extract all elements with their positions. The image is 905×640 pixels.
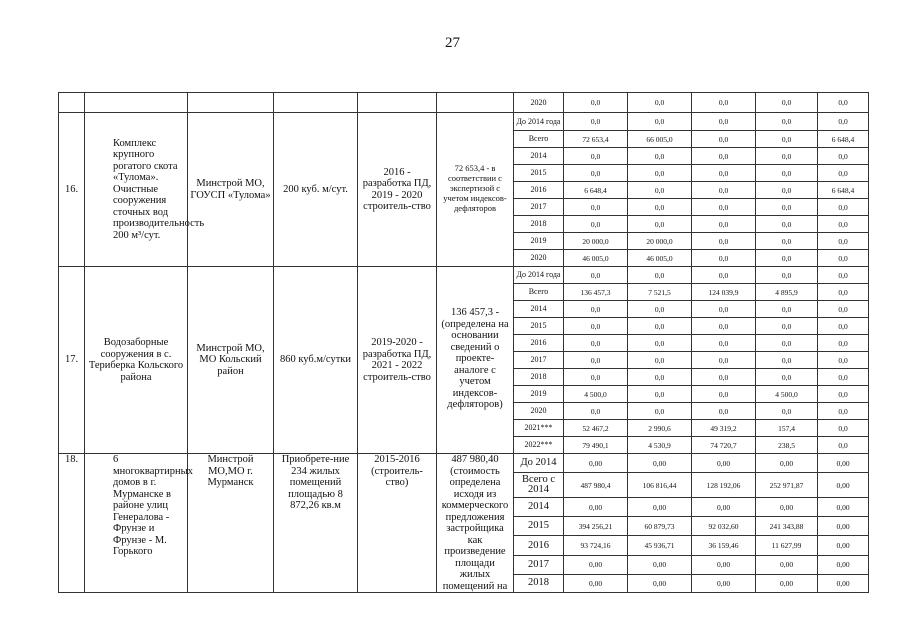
period: 2019-2020 - разработка ПД, 2021 - 2022 строитель-ство bbox=[358, 267, 437, 454]
value-cell: 157,4 bbox=[756, 420, 818, 437]
value-cell: 0,0 bbox=[818, 148, 869, 165]
value-cell: 0,00 bbox=[756, 454, 818, 473]
value-cell: 0,00 bbox=[692, 454, 756, 473]
value-cell: 46 005,0 bbox=[564, 250, 628, 267]
table-row bbox=[59, 93, 869, 113]
object-name bbox=[85, 93, 188, 113]
value-cell: 0,0 bbox=[818, 352, 869, 369]
value-cell: 0,0 bbox=[818, 403, 869, 420]
table-row bbox=[59, 113, 869, 131]
value-cell: 0,0 bbox=[818, 233, 869, 250]
year-cell: До 2014 bbox=[514, 454, 564, 473]
value-cell: 0,0 bbox=[756, 131, 818, 148]
value-cell: 0,0 bbox=[692, 165, 756, 182]
cost-estimate bbox=[437, 93, 514, 113]
value-cell: 0,0 bbox=[564, 369, 628, 386]
value-cell: 0,0 bbox=[628, 318, 692, 335]
cost-estimate: 487 980,40 (стоимость определена исходя из коммерческого предложения застройщика как произведение площади жилых помещений на bbox=[437, 454, 514, 593]
year-cell: 2014 bbox=[514, 148, 564, 165]
table-body bbox=[59, 93, 869, 593]
year-cell: 2015 bbox=[514, 318, 564, 335]
year-cell: Всего bbox=[514, 284, 564, 301]
year-cell: 2019 bbox=[514, 233, 564, 250]
value-cell: 93 724,16 bbox=[564, 536, 628, 555]
capacity: 200 куб. м/сут. bbox=[274, 113, 358, 267]
year-cell: 2016 bbox=[514, 182, 564, 199]
value-cell: 0,0 bbox=[818, 301, 869, 318]
value-cell: 0,0 bbox=[564, 318, 628, 335]
value-cell: 66 005,0 bbox=[628, 131, 692, 148]
value-cell: 0,0 bbox=[818, 250, 869, 267]
year-cell: 2016 bbox=[514, 335, 564, 352]
value-cell: 4 530,9 bbox=[628, 437, 692, 454]
value-cell: 0,0 bbox=[756, 369, 818, 386]
value-cell: 0,0 bbox=[692, 250, 756, 267]
value-cell: 52 467,2 bbox=[564, 420, 628, 437]
value-cell: 0,0 bbox=[692, 216, 756, 233]
value-cell: 0,0 bbox=[756, 318, 818, 335]
investment-table bbox=[58, 92, 869, 593]
year-cell: 2018 bbox=[514, 369, 564, 386]
capacity bbox=[274, 93, 358, 113]
value-cell: 0,0 bbox=[818, 93, 869, 113]
item-number bbox=[59, 93, 85, 113]
value-cell: 0,0 bbox=[564, 113, 628, 131]
year-cell: 2019 bbox=[514, 386, 564, 403]
value-cell: 0,0 bbox=[692, 148, 756, 165]
value-cell: 0,00 bbox=[628, 498, 692, 517]
year-cell: 2015 bbox=[514, 165, 564, 182]
value-cell: 0,0 bbox=[628, 403, 692, 420]
value-cell: 0,0 bbox=[564, 216, 628, 233]
year-cell: До 2014 года bbox=[514, 267, 564, 284]
value-cell: 0,0 bbox=[628, 335, 692, 352]
value-cell: 0,00 bbox=[692, 574, 756, 592]
value-cell: 0,0 bbox=[692, 113, 756, 131]
value-cell: 92 032,60 bbox=[692, 517, 756, 536]
value-cell: 0,0 bbox=[818, 369, 869, 386]
value-cell: 0,0 bbox=[818, 335, 869, 352]
year-cell: 2014 bbox=[514, 498, 564, 517]
value-cell: 0,0 bbox=[818, 284, 869, 301]
object-name: Комплекс крупного рогатого скота «Тулома». Очистные сооружения сточных вод производительность 200 м³/сут. bbox=[85, 113, 188, 267]
value-cell: 0,0 bbox=[564, 301, 628, 318]
value-cell: 0,0 bbox=[818, 437, 869, 454]
value-cell: 0,0 bbox=[692, 267, 756, 284]
value-cell: 0,0 bbox=[818, 199, 869, 216]
value-cell: 128 192,06 bbox=[692, 473, 756, 498]
value-cell: 0,0 bbox=[628, 182, 692, 199]
table-row bbox=[59, 454, 869, 473]
value-cell: 0,0 bbox=[564, 267, 628, 284]
value-cell: 0,00 bbox=[818, 498, 869, 517]
value-cell: 36 159,46 bbox=[692, 536, 756, 555]
year-cell: 2021*** bbox=[514, 420, 564, 437]
capacity: 860 куб.м/сутки bbox=[274, 267, 358, 454]
value-cell: 0,0 bbox=[628, 148, 692, 165]
cost-estimate: 72 653,4 - в соответствии с экспертизой с учетом индексов-дефляторов bbox=[437, 113, 514, 267]
year-cell: 2018 bbox=[514, 216, 564, 233]
period bbox=[358, 93, 437, 113]
period: 2016 - разработка ПД, 2019 - 2020 строитель-ство bbox=[358, 113, 437, 267]
value-cell: 46 005,0 bbox=[628, 250, 692, 267]
value-cell: 0,0 bbox=[628, 369, 692, 386]
value-cell: 0,0 bbox=[564, 403, 628, 420]
value-cell: 0,00 bbox=[628, 454, 692, 473]
year-cell: 2017 bbox=[514, 352, 564, 369]
value-cell: 0,0 bbox=[564, 335, 628, 352]
value-cell: 0,0 bbox=[756, 148, 818, 165]
value-cell: 0,0 bbox=[756, 165, 818, 182]
value-cell: 487 980,4 bbox=[564, 473, 628, 498]
value-cell: 0,00 bbox=[692, 498, 756, 517]
value-cell: 0,0 bbox=[756, 267, 818, 284]
value-cell: 60 879,73 bbox=[628, 517, 692, 536]
year-cell: 2020 bbox=[514, 250, 564, 267]
value-cell: 0,0 bbox=[818, 386, 869, 403]
value-cell: 6 648,4 bbox=[564, 182, 628, 199]
value-cell: 49 319,2 bbox=[692, 420, 756, 437]
year-cell: 2020 bbox=[514, 403, 564, 420]
value-cell: 11 627,99 bbox=[756, 536, 818, 555]
value-cell: 0,0 bbox=[692, 386, 756, 403]
value-cell: 0,0 bbox=[692, 233, 756, 250]
value-cell: 0,0 bbox=[818, 420, 869, 437]
value-cell: 0,0 bbox=[628, 301, 692, 318]
value-cell: 0,00 bbox=[564, 555, 628, 574]
table-row bbox=[59, 267, 869, 284]
value-cell: 6 648,4 bbox=[818, 131, 869, 148]
value-cell: 0,0 bbox=[628, 386, 692, 403]
item-number: 18. bbox=[59, 454, 85, 593]
value-cell: 0,0 bbox=[628, 267, 692, 284]
value-cell: 0,0 bbox=[756, 216, 818, 233]
value-cell: 0,0 bbox=[628, 93, 692, 113]
item-number: 17. bbox=[59, 267, 85, 454]
value-cell: 4 895,9 bbox=[756, 284, 818, 301]
value-cell: 0,00 bbox=[756, 574, 818, 592]
item-number: 16. bbox=[59, 113, 85, 267]
value-cell: 0,00 bbox=[564, 574, 628, 592]
customer: Минстрой МО, ГОУСП «Тулома» bbox=[188, 113, 274, 267]
value-cell: 4 500,0 bbox=[564, 386, 628, 403]
value-cell: 0,00 bbox=[756, 555, 818, 574]
value-cell: 0,00 bbox=[818, 454, 869, 473]
object-name: Водозаборные сооружения в с. Териберка Кольского района bbox=[85, 267, 188, 454]
value-cell: 0,0 bbox=[756, 301, 818, 318]
cost-estimate: 136 457,3 - (определена на основании сведений о проекте-аналоге с учетом индексов-дефляторов) bbox=[437, 267, 514, 454]
value-cell: 0,0 bbox=[564, 352, 628, 369]
customer bbox=[188, 93, 274, 113]
value-cell: 0,0 bbox=[692, 335, 756, 352]
value-cell: 45 936,71 bbox=[628, 536, 692, 555]
value-cell: 0,0 bbox=[564, 148, 628, 165]
year-cell: 2018 bbox=[514, 574, 564, 592]
year-cell: 2015 bbox=[514, 517, 564, 536]
value-cell: 0,0 bbox=[818, 113, 869, 131]
value-cell: 0,00 bbox=[564, 498, 628, 517]
value-cell: 0,0 bbox=[818, 267, 869, 284]
value-cell: 4 500,0 bbox=[756, 386, 818, 403]
value-cell: 0,00 bbox=[628, 574, 692, 592]
value-cell: 0,00 bbox=[692, 555, 756, 574]
value-cell: 20 000,0 bbox=[564, 233, 628, 250]
value-cell: 0,0 bbox=[818, 165, 869, 182]
value-cell: 0,0 bbox=[628, 216, 692, 233]
customer: Минстрой МО, МО Кольский район bbox=[188, 267, 274, 454]
year-cell: 2017 bbox=[514, 199, 564, 216]
value-cell: 0,0 bbox=[756, 250, 818, 267]
year-cell: Всего с 2014 bbox=[514, 473, 564, 498]
value-cell: 0,0 bbox=[692, 93, 756, 113]
period: 2015-2016 (строитель-ство) bbox=[358, 454, 437, 593]
value-cell: 0,0 bbox=[564, 199, 628, 216]
year-cell: 2014 bbox=[514, 301, 564, 318]
value-cell: 0,0 bbox=[756, 93, 818, 113]
value-cell: 0,0 bbox=[756, 182, 818, 199]
year-cell: До 2014 года bbox=[514, 113, 564, 131]
value-cell: 0,0 bbox=[692, 318, 756, 335]
value-cell: 0,0 bbox=[628, 165, 692, 182]
value-cell: 0,00 bbox=[628, 555, 692, 574]
page-number: 27 bbox=[445, 35, 460, 51]
value-cell: 0,0 bbox=[818, 216, 869, 233]
capacity: Приобрете-ние 234 жилых помещений площадью 8 872,26 кв.м bbox=[274, 454, 358, 593]
value-cell: 394 256,21 bbox=[564, 517, 628, 536]
value-cell: 72 653,4 bbox=[564, 131, 628, 148]
value-cell: 238,5 bbox=[756, 437, 818, 454]
year-cell: 2022*** bbox=[514, 437, 564, 454]
value-cell: 0,0 bbox=[692, 352, 756, 369]
value-cell: 0,0 bbox=[692, 403, 756, 420]
value-cell: 0,0 bbox=[756, 335, 818, 352]
object-name: 6 многоквартирных домов в г. Мурманске в районе улиц Генералова - Фрунзе и Фрунзе - М. Горького bbox=[85, 454, 188, 593]
year-cell: Всего bbox=[514, 131, 564, 148]
value-cell: 0,0 bbox=[628, 352, 692, 369]
value-cell: 0,0 bbox=[756, 199, 818, 216]
value-cell: 0,0 bbox=[692, 301, 756, 318]
value-cell: 79 490,1 bbox=[564, 437, 628, 454]
value-cell: 0,0 bbox=[692, 199, 756, 216]
value-cell: 124 039,9 bbox=[692, 284, 756, 301]
value-cell: 0,00 bbox=[818, 517, 869, 536]
value-cell: 2 990,6 bbox=[628, 420, 692, 437]
value-cell: 0,0 bbox=[692, 182, 756, 199]
year-cell: 2016 bbox=[514, 536, 564, 555]
value-cell: 20 000,0 bbox=[628, 233, 692, 250]
value-cell: 0,0 bbox=[628, 113, 692, 131]
value-cell: 0,0 bbox=[818, 318, 869, 335]
value-cell: 252 971,87 bbox=[756, 473, 818, 498]
value-cell: 0,00 bbox=[756, 498, 818, 517]
value-cell: 74 720,7 bbox=[692, 437, 756, 454]
value-cell: 0,0 bbox=[756, 113, 818, 131]
value-cell: 0,0 bbox=[756, 352, 818, 369]
value-cell: 136 457,3 bbox=[564, 284, 628, 301]
value-cell: 7 521,5 bbox=[628, 284, 692, 301]
value-cell: 0,00 bbox=[818, 555, 869, 574]
value-cell: 241 343,88 bbox=[756, 517, 818, 536]
value-cell: 0,0 bbox=[692, 131, 756, 148]
value-cell: 0,0 bbox=[756, 403, 818, 420]
value-cell: 0,00 bbox=[564, 454, 628, 473]
value-cell: 0,0 bbox=[564, 165, 628, 182]
value-cell: 0,00 bbox=[818, 536, 869, 555]
value-cell: 106 816,44 bbox=[628, 473, 692, 498]
value-cell: 0,0 bbox=[564, 93, 628, 113]
value-cell: 6 648,4 bbox=[818, 182, 869, 199]
value-cell: 0,00 bbox=[818, 473, 869, 498]
year-cell: 2017 bbox=[514, 555, 564, 574]
value-cell: 0,00 bbox=[818, 574, 869, 592]
value-cell: 0,0 bbox=[756, 233, 818, 250]
value-cell: 0,0 bbox=[692, 369, 756, 386]
customer: Минстрой МО,МО г. Мурманск bbox=[188, 454, 274, 593]
year-cell: 2020 bbox=[514, 93, 564, 113]
value-cell: 0,0 bbox=[628, 199, 692, 216]
